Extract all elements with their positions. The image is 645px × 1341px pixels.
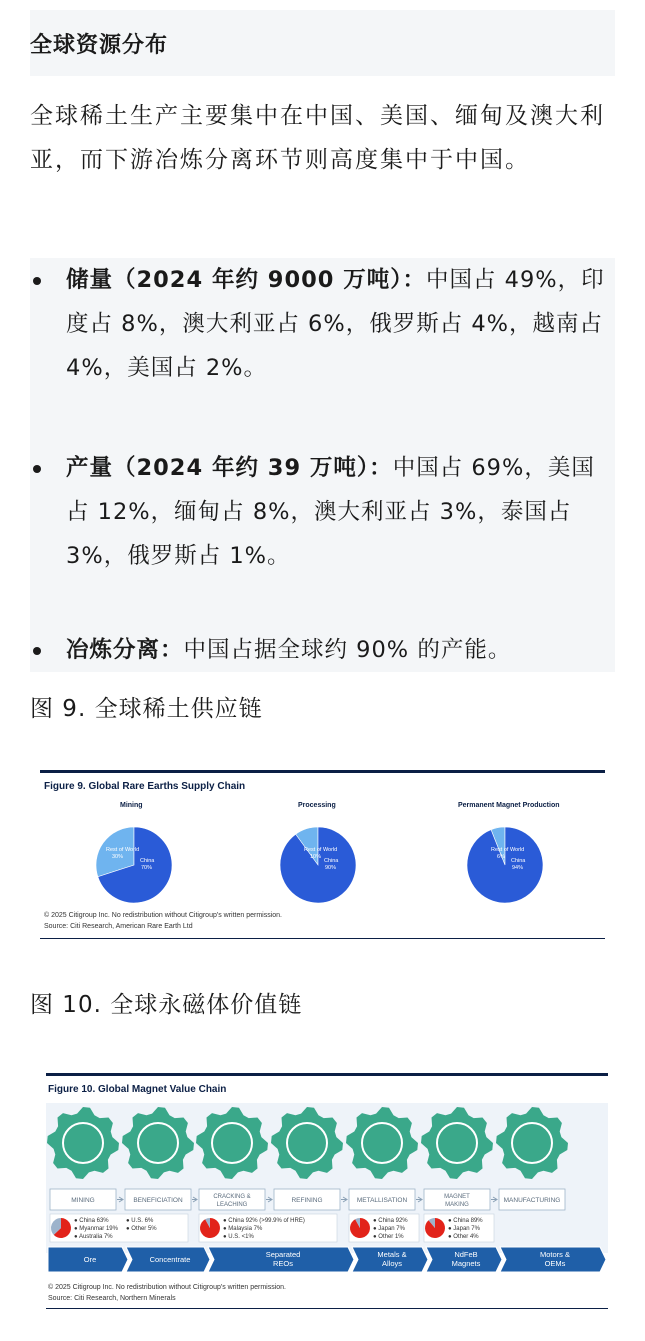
- figure10-source: Source: Citi Research, Northern Minerals: [48, 1295, 176, 1302]
- gear-icon: [47, 1107, 119, 1179]
- share-line: ● China 92%: [373, 1218, 408, 1224]
- bullet-label: 产量（2024 年约 39 万吨）：: [66, 455, 393, 481]
- bullet-refining: [30, 628, 615, 672]
- pie-label-china: China: [324, 858, 339, 864]
- share-line: ● Myanmar 19%: [74, 1226, 118, 1232]
- pie-label-china: China: [511, 858, 526, 864]
- figure10-diagram: [46, 1101, 608, 1281]
- product-label: Magnets: [451, 1259, 481, 1268]
- figure10: [46, 1073, 608, 1309]
- stage-label: CRACKING &: [213, 1194, 251, 1200]
- pie-value-china: 94%: [512, 865, 524, 871]
- product-label: NdFeB: [454, 1250, 478, 1259]
- product-label: OEMs: [544, 1259, 566, 1268]
- pie-title-processing: Processing: [298, 802, 336, 809]
- bullet-text: 中国占 49%，印度占 8%，澳大利亚占 6%，俄罗斯占 4%，越南占 4%，美国占 2%。: [66, 267, 605, 381]
- pie-label-rest: Rest of World: [491, 847, 525, 853]
- pie-title-mining: Mining: [120, 802, 143, 809]
- gear-icon: [346, 1107, 418, 1179]
- figure9-title: Figure 9. Global Rare Earths Supply Chain: [44, 781, 246, 792]
- product-label: Alloys: [381, 1259, 403, 1268]
- product-label: REOs: [272, 1259, 294, 1268]
- bullet-list: [30, 258, 615, 672]
- gear-icon: [271, 1107, 343, 1179]
- share-line: ● Malaysia 7%: [223, 1226, 263, 1232]
- intro-paragraph: 全球稀土生产主要集中在中国、美国、缅甸及澳大利亚，而下游冶炼分离环节则高度集中于中国。: [30, 103, 605, 173]
- bullet-production: [30, 446, 615, 578]
- bullet-label: 冶炼分离：: [66, 637, 184, 663]
- product-label: Ore: [83, 1255, 97, 1264]
- product-label: Motors &: [539, 1250, 571, 1259]
- pie-slice-china: [280, 827, 356, 903]
- share-pie-china: [425, 1218, 445, 1238]
- section-title: 全球资源分布: [30, 33, 169, 58]
- stage-label: MAGNET: [444, 1194, 470, 1200]
- pie-value-rest: 6%: [497, 854, 505, 860]
- stage-label: MINING: [71, 1197, 95, 1204]
- pie-value-rest: 30%: [112, 854, 124, 860]
- gear-icon: [196, 1107, 268, 1179]
- figure9-caption: 图 9. 全球稀土供应链: [30, 696, 263, 722]
- bullet-label: 储量（2024 年约 9000 万吨）：: [66, 267, 426, 293]
- figure10-copyright: © 2025 Citigroup Inc. No redistribution without Citigroup's written permission.: [48, 1284, 286, 1291]
- share-line: ● Other 1%: [373, 1234, 404, 1240]
- product-label: Separated: [265, 1250, 301, 1259]
- gear-icon: [496, 1107, 568, 1179]
- share-line: ● U.S. <1%: [223, 1234, 254, 1240]
- gear-icon: [421, 1107, 493, 1179]
- product-label: Metals &: [377, 1250, 407, 1259]
- share-line: ● U.S. 6%: [126, 1218, 154, 1224]
- share-line: ● Other 5%: [126, 1226, 157, 1232]
- pie-title-magnet: Permanent Magnet Production: [458, 802, 560, 809]
- pie-value-china: 70%: [141, 865, 153, 871]
- figure9-pies: [40, 808, 605, 928]
- product-label: Concentrate: [149, 1255, 191, 1264]
- pie-label-rest: Rest of World: [106, 847, 140, 853]
- pie-value-rest: 10%: [310, 854, 322, 860]
- figure10-title: Figure 10. Global Magnet Value Chain: [48, 1084, 227, 1095]
- bullet-text: 中国占据全球约 90% 的产能。: [183, 637, 512, 663]
- pie-slice-china: [467, 827, 543, 903]
- share-line: ● China 92% (>99.9% of HRE): [223, 1218, 305, 1224]
- stage-label: REFINING: [291, 1197, 323, 1204]
- bullet-dot: [33, 277, 41, 285]
- share-line: ● Australia 7%: [74, 1234, 113, 1240]
- bullet-dot: [33, 647, 41, 655]
- share-line: ● China 89%: [448, 1218, 483, 1224]
- share-line: ● Japan 7%: [448, 1226, 480, 1232]
- stage-label: MAKING: [445, 1202, 469, 1208]
- bullet-dot: [33, 465, 41, 473]
- stage-label: MANUFACTURING: [503, 1197, 561, 1204]
- figure9-source: Source: Citi Research, American Rare Earth Ltd: [44, 923, 193, 930]
- share-line: ● Japan 7%: [373, 1226, 405, 1232]
- pie-label-china: China: [140, 858, 155, 864]
- share-line: ● Other 4%: [448, 1234, 479, 1240]
- figure10-caption: 图 10. 全球永磁体价值链: [30, 992, 303, 1018]
- section-header: [30, 10, 615, 76]
- stage-label: LEACHING: [216, 1202, 248, 1208]
- pie-label-rest: Rest of World: [304, 847, 338, 853]
- figure9: [40, 770, 605, 939]
- share-line: ● China 63%: [74, 1218, 109, 1224]
- stage-label: BENEFICIATION: [133, 1197, 183, 1204]
- bullet-text: 中国占 69%，美国占 12%，缅甸占 8%，澳大利亚占 3%，泰国占 3%，俄罗斯占 1%。: [66, 455, 595, 569]
- bullet-reserves: [30, 258, 615, 390]
- gear-icon: [122, 1107, 194, 1179]
- pie-value-china: 90%: [325, 865, 337, 871]
- figure9-copyright: © 2025 Citigroup Inc. No redistribution without Citigroup's written permission.: [44, 912, 282, 919]
- stage-label: METALLISATION: [356, 1197, 408, 1204]
